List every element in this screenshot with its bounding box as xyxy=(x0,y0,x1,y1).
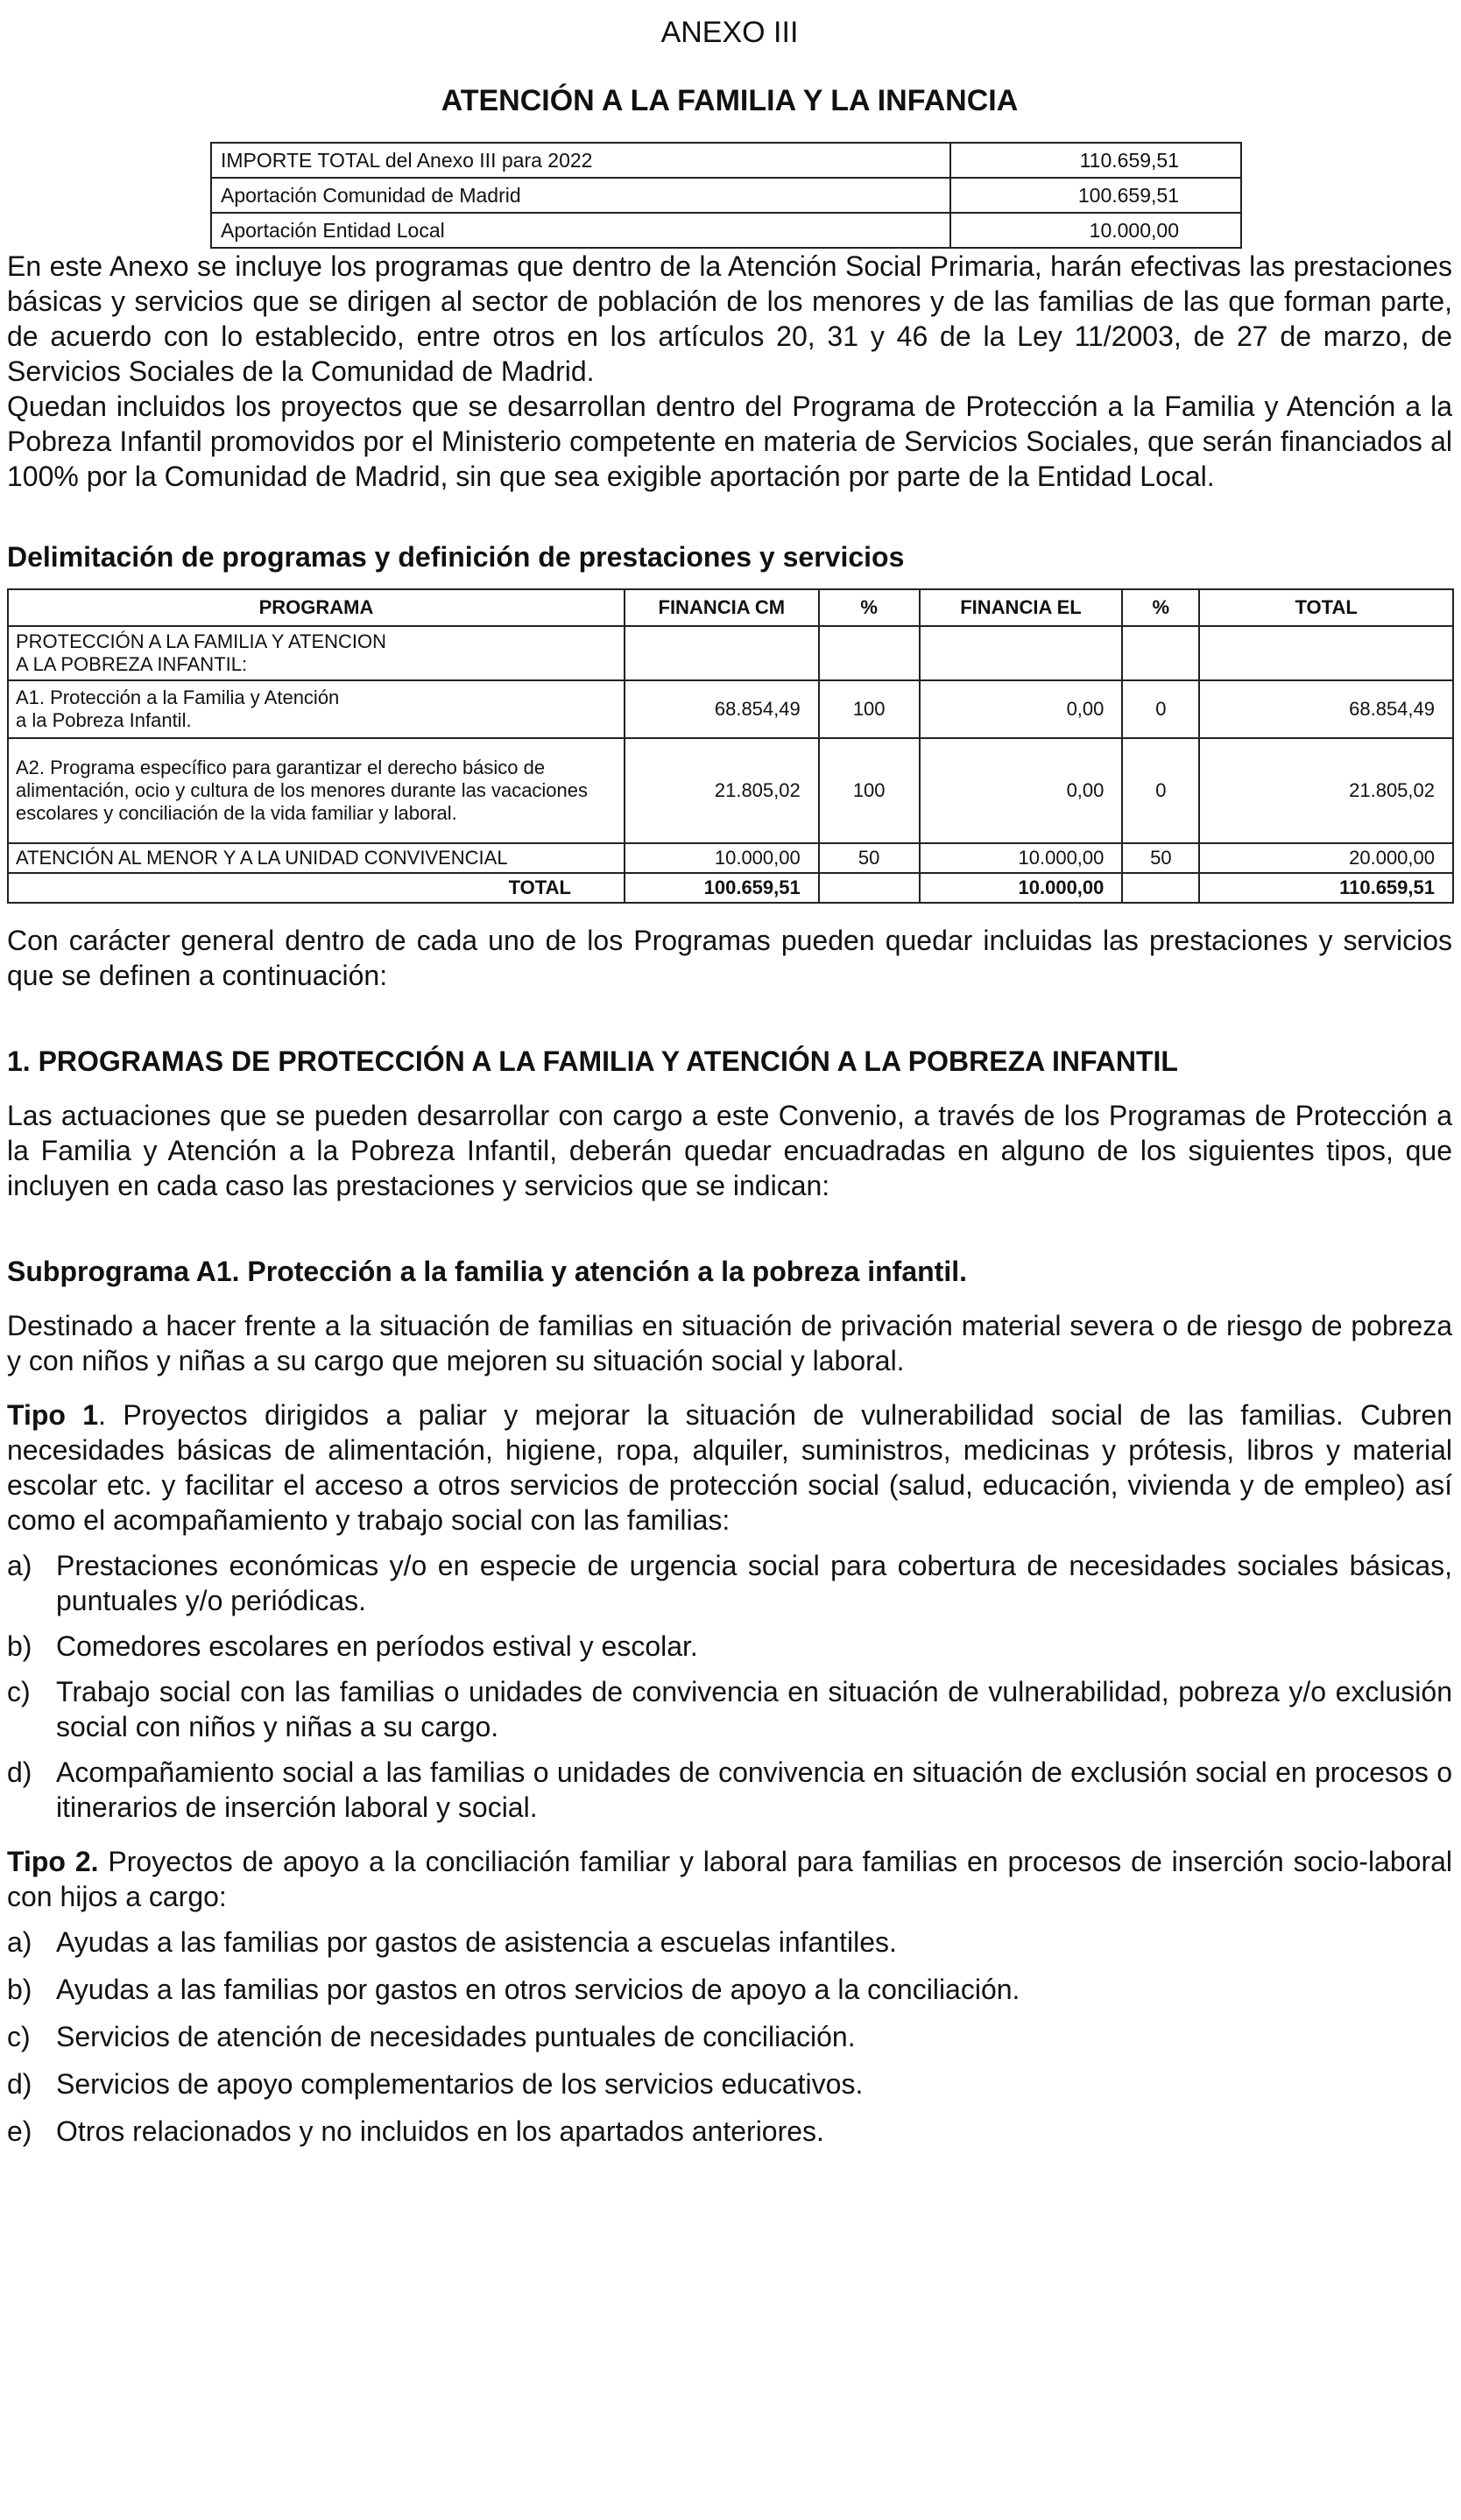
table-total-row xyxy=(8,873,1453,903)
programa-cell: PROTECCIÓN A LA FAMILIA Y ATENCION A LA POBREZA INFANTIL: xyxy=(8,626,625,680)
financia-cm-cell: 68.854,49 xyxy=(625,680,819,738)
pct-el-cell: 0 xyxy=(1122,738,1199,843)
import-label: IMPORTE TOTAL del Anexo III para 2022 xyxy=(211,143,950,178)
table-row xyxy=(8,626,1453,680)
list-text: Acompañamiento social a las familias o unidades de convivencia en situación de exclusión social en procesos o itinerarios de inserción laboral y social. xyxy=(56,1756,1452,1823)
import-label: Aportación Comunidad de Madrid xyxy=(211,178,950,213)
table-row xyxy=(8,738,1453,843)
list-text: Ayudas a las familias por gastos de asistencia a escuelas infantiles. xyxy=(56,1926,897,1958)
import-row xyxy=(211,178,1241,213)
import-row xyxy=(211,213,1241,248)
general-paragraph: Con carácter general dentro de cada uno de los Programas pueden quedar incluidas las prestaciones y servicios que se definen a continuación: xyxy=(7,925,1452,991)
list-item xyxy=(7,2114,1452,2149)
list-text: Servicios de apoyo complementarios de los servicios educativos. xyxy=(56,2068,864,2100)
financia-cm-cell xyxy=(625,626,819,680)
financia-el-cell: 10.000,00 xyxy=(920,843,1123,873)
tipo2-paragraph xyxy=(7,1844,1452,1914)
import-value: 110.659,51 xyxy=(950,143,1241,178)
delimitation-heading: Delimitación de programas y definición de prestaciones y servicios xyxy=(7,541,905,573)
list-marker: b) xyxy=(7,1630,32,1662)
pct-cm-cell: 50 xyxy=(819,843,920,873)
list-item xyxy=(7,2019,1452,2054)
list-item xyxy=(7,1674,1452,1744)
list-text: Otros relacionados y no incluidos en los apartados anteriores. xyxy=(56,2115,824,2147)
list-marker: b) xyxy=(7,1974,32,2005)
financia-el-cell xyxy=(920,626,1123,680)
list-item xyxy=(7,1925,1452,1960)
total-cell: 21.805,02 xyxy=(1199,738,1453,843)
import-value: 100.659,51 xyxy=(950,178,1241,213)
list-text: Trabajo social con las familias o unidades de convivencia en situación de vulnerabilidad, pobreza y/o exclusión social con niños y niñas a su cargo. xyxy=(56,1676,1452,1742)
annex-title: ATENCIÓN A LA FAMILIA Y LA INFANCIA xyxy=(441,84,1019,117)
program-table xyxy=(7,588,1454,904)
financia-cm-cell: 21.805,02 xyxy=(625,738,819,843)
list-marker: d) xyxy=(7,2068,32,2100)
list-item xyxy=(7,1548,1452,1618)
total-label-cell: TOTAL xyxy=(8,873,625,903)
programa-cell: ATENCIÓN AL MENOR Y A LA UNIDAD CONVIVENCIAL xyxy=(8,843,625,873)
header-financia-el: FINANCIA EL xyxy=(920,589,1123,626)
subprogram-a1-paragraph: Destinado a hacer frente a la situación de familias en situación de privación material severa o de riesgo de pobreza y con niños y niñas a su cargo que mejoren su situación social y laboral. xyxy=(7,1310,1452,1376)
program-table-header xyxy=(8,589,1453,626)
table-row xyxy=(8,680,1453,738)
list-text: Comedores escolares en períodos estival y escolar. xyxy=(56,1630,698,1662)
list-marker: a) xyxy=(7,1926,32,1958)
pct-cm-cell: 100 xyxy=(819,680,920,738)
tipo2-lead: Tipo 2. xyxy=(7,1846,99,1877)
programa-cell: A2. Programa específico para garantizar el derecho básico de alimentación, ocio y cultura de los menores durante las vacaciones escolares y conciliación de la vida familiar y laboral. xyxy=(8,738,625,843)
header-programa: PROGRAMA xyxy=(8,589,625,626)
header-pct-el: % xyxy=(1122,589,1199,626)
section1-paragraph: Las actuaciones que se pueden desarrollar con cargo a este Convenio, a través de los Programas de Protección a la Familia y Atención a la Pobreza Infantil, deberán quedar encuadradas en alguno de los siguientes tipos, que incluyen en cada caso las prestaciones y servicios que se indican: xyxy=(7,1100,1452,1201)
header-total: TOTAL xyxy=(1199,589,1453,626)
tipo1-paragraph xyxy=(7,1397,1452,1538)
import-value: 10.000,00 xyxy=(950,213,1241,248)
total-pct-el-cell xyxy=(1122,873,1199,903)
table-row xyxy=(8,843,1453,873)
section1-heading: 1. PROGRAMAS DE PROTECCIÓN A LA FAMILIA Y ATENCIÓN A LA POBREZA INFANTIL xyxy=(7,1045,1178,1077)
list-marker: d) xyxy=(7,1756,32,1788)
intro-paragraph-1: En este Anexo se incluye los programas que dentro de la Atención Social Primaria, harán efectivas las prestaciones básicas y servicios que se dirigen al sector de población de los menores y de las familias de las que forman parte, de acuerdo con lo establecido, entre otros en los artículos 20, 31 y 46 de la Ley 11/2003, de 27 de marzo, de Servicios Sociales de la Comunidad de Madrid. xyxy=(7,250,1452,387)
total-pct-cm-cell xyxy=(819,873,920,903)
header-financia-cm: FINANCIA CM xyxy=(625,589,819,626)
document-page xyxy=(0,12,1461,2520)
import-row xyxy=(211,143,1241,178)
tipo1-text: . Proyectos dirigidos a paliar y mejorar la situación de vulnerabilidad social de las familias. Cubren necesidades básicas de alimentación, higiene, ropa, alquiler, suministros, medicinas y prótesis, libros y material escolar etc. y facilitar el acceso a otros servicios de protección social (salud, educación, vivienda y de empleo) así como el acompañamiento y trabajo social con las familias: xyxy=(7,1399,1453,1536)
pct-cm-cell: 100 xyxy=(819,738,920,843)
total-financia-cm-cell: 100.659,51 xyxy=(625,873,819,903)
pct-cm-cell xyxy=(819,626,920,680)
programa-cell: A1. Protección a la Familia y Atención a la Pobreza Infantil. xyxy=(8,680,625,738)
list-item xyxy=(7,1972,1452,2007)
pct-el-cell: 50 xyxy=(1122,843,1199,873)
list-marker: e) xyxy=(7,2115,32,2147)
financia-cm-cell: 10.000,00 xyxy=(625,843,819,873)
total-cell xyxy=(1199,626,1453,680)
subprogram-a1-heading: Subprograma A1. Protección a la familia y atención a la pobreza infantil. xyxy=(7,1256,967,1287)
intro-paragraph-2: Quedan incluidos los proyectos que se desarrollan dentro del Programa de Protección a la Familia y Atención a la Pobreza Infantil promovidos por el Ministerio competente en materia de Servicios Sociales, que serán financiados al 100% por la Comunidad de Madrid, sin que sea exigible aportación por parte de la Entidad Local. xyxy=(7,391,1452,492)
tipo2-text: Proyectos de apoyo a la conciliación familiar y laboral para familias en procesos de inserción socio-laboral con hijos a cargo: xyxy=(7,1846,1453,1912)
total-total-cell: 110.659,51 xyxy=(1199,873,1453,903)
list-text: Servicios de atención de necesidades puntuales de conciliación. xyxy=(56,2021,856,2052)
list-item xyxy=(7,1629,1452,1664)
total-cell: 20.000,00 xyxy=(1199,843,1453,873)
tipo1-lead: Tipo 1 xyxy=(7,1399,99,1431)
financia-el-cell: 0,00 xyxy=(920,738,1123,843)
list-text: Ayudas a las familias por gastos en otros servicios de apoyo a la conciliación. xyxy=(56,1974,1020,2005)
list-marker: c) xyxy=(7,1676,31,1707)
pct-el-cell xyxy=(1122,626,1199,680)
list-item xyxy=(7,2066,1452,2101)
annex-label: ANEXO III xyxy=(660,16,799,49)
import-table xyxy=(210,142,1242,249)
pct-el-cell: 0 xyxy=(1122,680,1199,738)
list-marker: c) xyxy=(7,2021,31,2052)
financia-el-cell: 0,00 xyxy=(920,680,1123,738)
list-marker: a) xyxy=(7,1550,32,1581)
header-pct-cm: % xyxy=(819,589,920,626)
import-label: Aportación Entidad Local xyxy=(211,213,950,248)
list-item xyxy=(7,1755,1452,1825)
total-financia-el-cell: 10.000,00 xyxy=(920,873,1123,903)
list-text: Prestaciones económicas y/o en especie de urgencia social para cobertura de necesidades sociales básicas, puntuales y/o periódicas. xyxy=(56,1550,1452,1616)
total-cell: 68.854,49 xyxy=(1199,680,1453,738)
